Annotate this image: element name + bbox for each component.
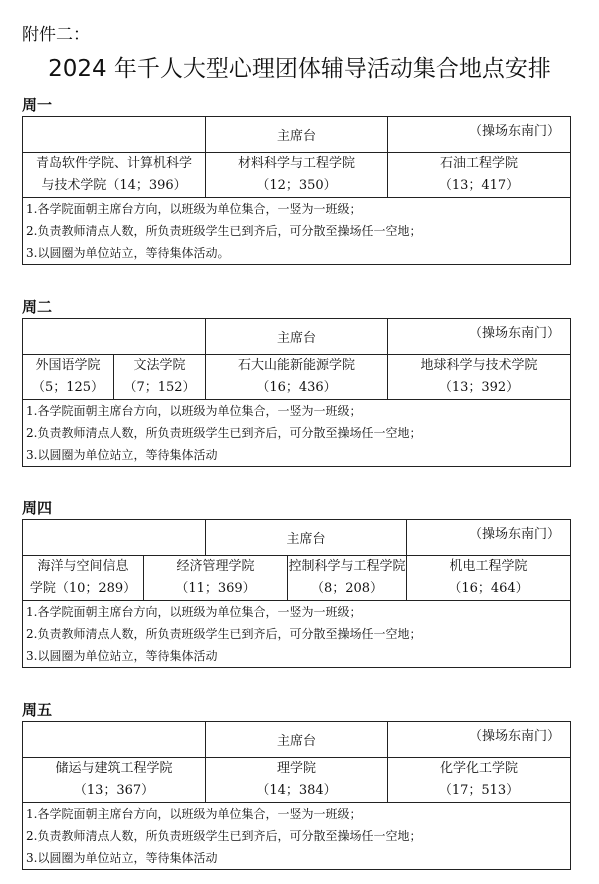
day-label: 周四 [22, 499, 53, 517]
college-name: 文法学院 [133, 358, 186, 373]
notes-cell [23, 198, 571, 265]
college-count: （13；392） [438, 380, 520, 395]
college-count: （17；513） [438, 783, 520, 798]
college-cell [23, 153, 206, 198]
empty-cell [23, 520, 206, 556]
college-count: （14；384） [256, 783, 337, 798]
college-cell [407, 556, 571, 601]
college-cell [206, 355, 388, 400]
college-cell [23, 355, 114, 400]
college-name: 机电工程学院 [449, 559, 528, 574]
college-cell [388, 758, 571, 803]
schedule-table [22, 318, 571, 467]
stage-label: 主席台 [206, 117, 388, 153]
college-cell [23, 758, 206, 803]
college-name: 石油工程学院 [439, 156, 518, 171]
note-line: 3.以圆圈为单位站立，等待集体活动 [26, 851, 218, 865]
college-name: 控制科学与工程学院 [288, 559, 406, 574]
college-count: （7；152） [123, 380, 196, 395]
note-line: 3.以圆圈为单位站立，等待集体活动 [26, 649, 218, 663]
college-name: 储运与建筑工程学院 [55, 761, 173, 776]
college-cell [388, 355, 571, 400]
schedule-section-friday [22, 699, 570, 870]
college-cell [206, 758, 388, 803]
schedule-table [22, 519, 571, 668]
college-count: （12；350） [256, 178, 337, 193]
college-count: （16；464） [448, 581, 529, 596]
day-label: 周一 [22, 96, 53, 114]
document-title: 2024 年千人大型心理团体辅导活动集合地点安排 [48, 56, 551, 82]
stage-label: 主席台 [206, 319, 388, 355]
college-name: 化学化工学院 [439, 761, 518, 776]
college-count: （8；208） [310, 581, 384, 596]
college-count: （16；436） [256, 380, 337, 395]
day-label: 周五 [22, 701, 53, 719]
college-name: 外国语学院 [35, 358, 101, 373]
college-count: 与技术学院（14；396） [41, 178, 187, 193]
note-line: 1.各学院面朝主席台方向，以班级为单位集合，一竖为一班级； [26, 404, 362, 418]
notes-cell [23, 601, 571, 668]
gate-label: （操场东南门） [407, 520, 571, 556]
empty-cell [23, 117, 206, 153]
empty-cell [23, 319, 206, 355]
note-line: 2.负责教师清点人数，所负责班级学生已到齐后，可分散至操场任一空地； [26, 829, 422, 843]
schedule-table [22, 721, 571, 870]
college-count: （11；369） [175, 581, 256, 596]
note-line: 2.负责教师清点人数，所负责班级学生已到齐后，可分散至操场任一空地； [26, 627, 422, 641]
note-line: 2.负责教师清点人数，所负责班级学生已到齐后，可分散至操场任一空地； [26, 224, 422, 238]
schedule-section-monday [22, 94, 570, 265]
college-cell [388, 153, 571, 198]
gate-label: （操场东南门） [388, 722, 571, 758]
college-cell [288, 556, 407, 601]
college-cell [144, 556, 288, 601]
note-line: 1.各学院面朝主席台方向，以班级为单位集合，一竖为一班级； [26, 605, 362, 619]
college-name: 石大山能新能源学院 [237, 358, 355, 373]
college-count: 学院（10；289） [29, 581, 137, 596]
stage-label: 主席台 [206, 722, 388, 758]
college-name: 材料科学与工程学院 [237, 156, 355, 171]
stage-label: 主席台 [206, 520, 407, 556]
gate-label: （操场东南门） [388, 319, 571, 355]
college-name: 青岛软件学院、计算机科学 [35, 156, 192, 171]
college-count: （13；417） [438, 178, 520, 193]
college-name: 理学院 [276, 761, 316, 776]
college-name: 地球科学与技术学院 [420, 358, 538, 373]
notes-cell [23, 400, 571, 467]
annex-label: 附件二： [22, 25, 90, 45]
note-line: 3.以圆圈为单位站立，等待集体活动。 [26, 246, 230, 260]
gate-label: （操场东南门） [388, 117, 571, 153]
college-name: 海洋与空间信息 [37, 559, 129, 574]
note-line: 1.各学院面朝主席台方向，以班级为单位集合，一竖为一班级； [26, 807, 362, 821]
notes-cell [23, 803, 571, 870]
college-cell [206, 153, 388, 198]
note-line: 1.各学院面朝主席台方向，以班级为单位集合，一竖为一班级； [26, 202, 362, 216]
college-count: （5；125） [31, 380, 105, 395]
note-line: 3.以圆圈为单位站立，等待集体活动 [26, 448, 218, 462]
college-name: 经济管理学院 [176, 559, 255, 574]
schedule-section-thursday [22, 497, 570, 668]
college-cell [23, 556, 144, 601]
day-label: 周二 [22, 298, 53, 316]
college-count: （13；367） [73, 783, 155, 798]
college-cell [114, 355, 206, 400]
note-line: 2.负责教师清点人数，所负责班级学生已到齐后，可分散至操场任一空地； [26, 426, 422, 440]
empty-cell [23, 722, 206, 758]
schedule-section-tuesday [22, 296, 570, 467]
schedule-table [22, 116, 571, 265]
